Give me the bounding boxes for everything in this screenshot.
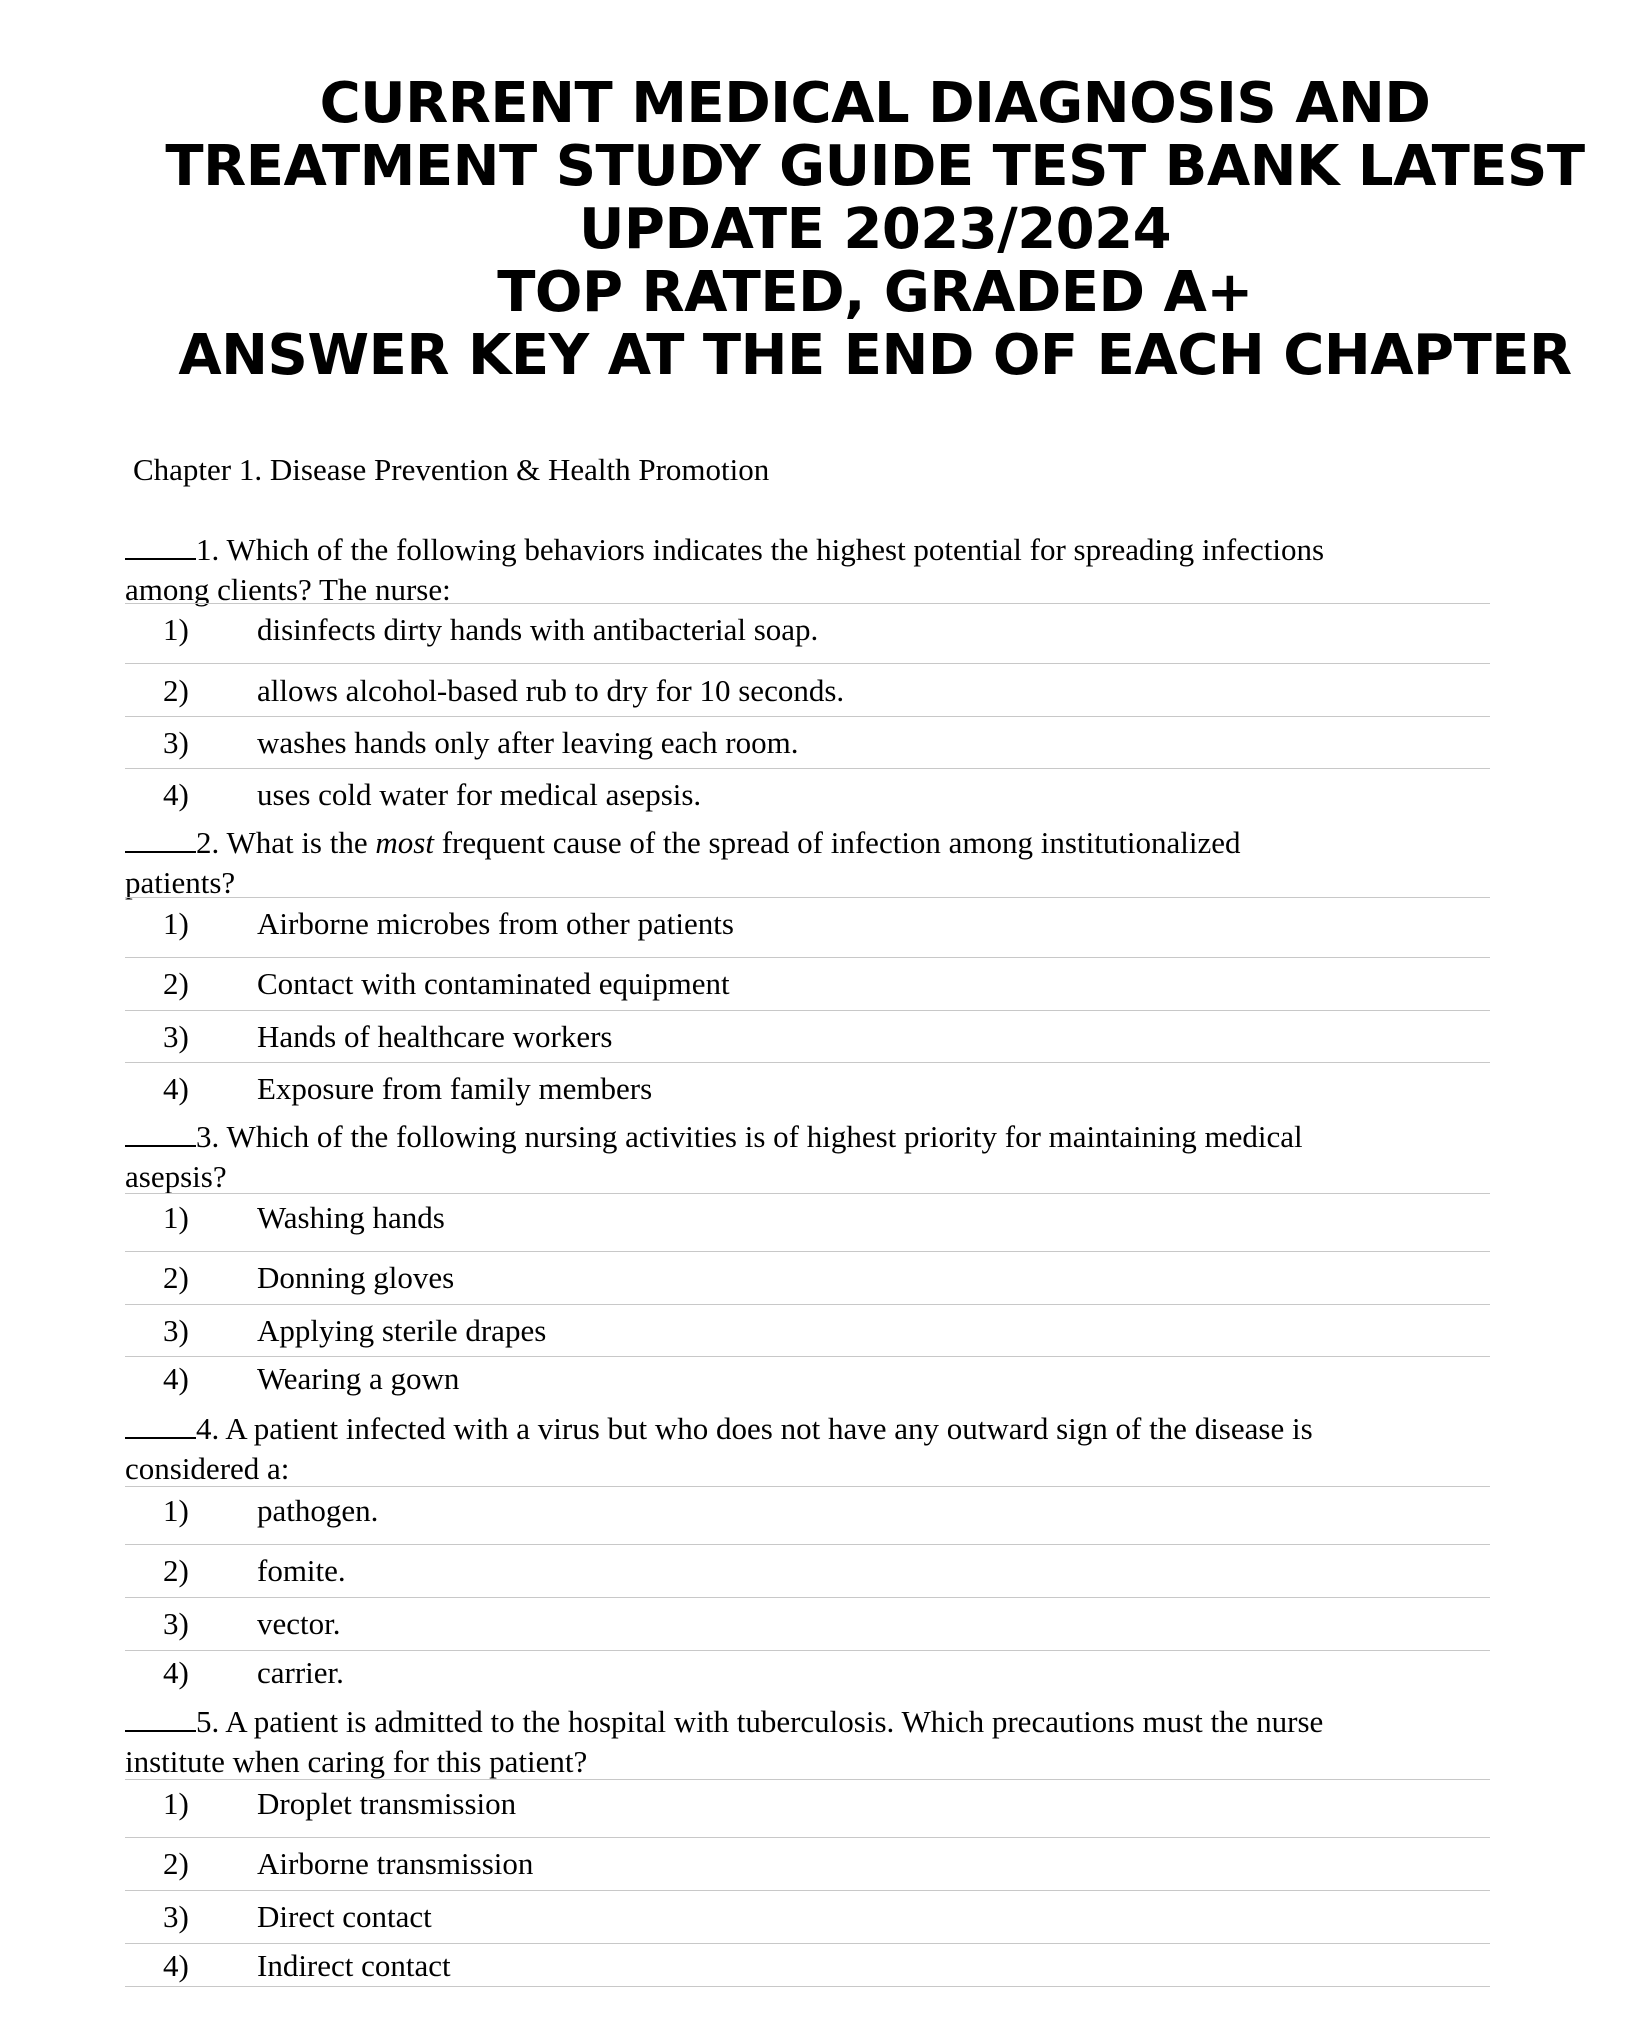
answer-blank [125, 825, 196, 853]
question-1 [125, 530, 1495, 610]
option-text: Airborne microbes from other patients [257, 906, 734, 941]
option-number: 1) [163, 612, 189, 647]
answer-blank [125, 1119, 196, 1147]
answer-option [125, 1837, 1490, 1889]
option-number: 4) [163, 1361, 189, 1396]
answer-blank [125, 1704, 196, 1732]
option-text: Droplet transmission [257, 1786, 517, 1821]
option-number: 4) [163, 1948, 189, 1983]
title-line: ANSWER KEY AT THE END OF EACH CHAPTER [178, 323, 1572, 388]
answer-option [125, 1356, 1490, 1408]
answer-option [125, 663, 1490, 716]
option-text: Exposure from family members [257, 1071, 653, 1106]
answer-option [125, 1193, 1490, 1245]
question-number: 1. [196, 532, 220, 567]
question-text-continued: considered a: [125, 1451, 290, 1486]
answer-option [125, 716, 1490, 768]
answer-option [125, 957, 1490, 1009]
question-number: 2. [196, 825, 220, 860]
answer-option [125, 1062, 1490, 1114]
question-4 [125, 1409, 1495, 1489]
question-stem [125, 823, 1495, 863]
answer-option [125, 897, 1490, 949]
option-number: 3) [163, 1313, 189, 1348]
option-number: 1) [163, 1493, 189, 1528]
answer-blank [125, 1411, 196, 1439]
title-line: TREATMENT STUDY GUIDE TEST BANK LATEST [165, 134, 1585, 199]
option-text: washes hands only after leaving each room. [257, 725, 799, 760]
question-text-continued: asepsis? [125, 1159, 227, 1194]
option-number: 2) [163, 1553, 189, 1588]
question-number: 5. [196, 1704, 220, 1739]
question-text: A patient infected with a virus but who does not have any outward sign of the disease is [219, 1411, 1313, 1446]
answer-option [125, 1597, 1490, 1649]
option-number: 3) [163, 1019, 189, 1054]
option-number: 3) [163, 725, 189, 760]
document-title [140, 72, 1610, 387]
chapter-heading: Chapter 1. Disease Prevention & Health Promotion [133, 452, 770, 487]
question-number: 4. [196, 1411, 220, 1446]
option-text: Contact with contaminated equipment [257, 966, 730, 1001]
option-number: 4) [163, 777, 189, 812]
question-text-continued: among clients? The nurse: [125, 572, 451, 607]
divider [125, 1986, 1490, 1987]
option-text: Airborne transmission [257, 1846, 534, 1881]
option-text: allows alcohol-based rub to dry for 10 seconds. [257, 673, 845, 708]
option-text: Wearing a gown [257, 1361, 460, 1396]
question-text: What is the [219, 825, 376, 860]
question-5 [125, 1702, 1495, 1782]
option-number: 2) [163, 1260, 189, 1295]
question-2 [125, 823, 1495, 903]
title-line: CURRENT MEDICAL DIAGNOSIS AND [319, 71, 1431, 136]
question-text: frequent cause of the spread of infection among institutionalized [433, 825, 1241, 860]
question-text-continued: patients? [125, 865, 236, 900]
question-stem [125, 530, 1495, 570]
question-text-continued: institute when caring for this patient? [125, 1744, 588, 1779]
option-text: Donning gloves [257, 1260, 455, 1295]
option-number: 4) [163, 1071, 189, 1106]
question-text: Which of the following nursing activities is of highest priority for maintaining medical [219, 1119, 1303, 1154]
option-number: 3) [163, 1606, 189, 1641]
option-text: Washing hands [257, 1200, 445, 1235]
option-number: 2) [163, 966, 189, 1001]
question-stem [125, 1702, 1495, 1742]
option-number: 1) [163, 906, 189, 941]
option-number: 1) [163, 1786, 189, 1821]
title-line: TOP RATED, GRADED A+ [497, 260, 1253, 325]
answer-option [125, 1486, 1490, 1538]
answer-option [125, 1650, 1490, 1702]
option-number: 2) [163, 673, 189, 708]
question-stem [125, 1117, 1495, 1157]
question-3 [125, 1117, 1495, 1197]
question-text: A patient is admitted to the hospital with tuberculosis. Which precautions must the nurse [219, 1704, 1324, 1739]
answer-option [125, 1544, 1490, 1596]
option-text: pathogen. [257, 1493, 379, 1528]
option-text: vector. [257, 1606, 341, 1641]
option-text: Applying sterile drapes [257, 1313, 547, 1348]
question-text: Which of the following behaviors indicates the highest potential for spreading infections [219, 532, 1325, 567]
answer-option [125, 768, 1490, 820]
option-text: Indirect contact [257, 1948, 451, 1983]
title-line: UPDATE 2023/2024 [578, 197, 1172, 262]
answer-option [125, 603, 1490, 655]
option-number: 4) [163, 1655, 189, 1690]
option-number: 3) [163, 1899, 189, 1934]
question-stem [125, 1409, 1495, 1449]
question-number: 3. [196, 1119, 220, 1154]
option-number: 2) [163, 1846, 189, 1881]
answer-option [125, 1304, 1490, 1356]
answer-option [125, 1890, 1490, 1942]
answer-option [125, 1010, 1490, 1062]
answer-option [125, 1943, 1490, 1995]
option-text: fomite. [257, 1553, 346, 1588]
answer-option [125, 1251, 1490, 1303]
option-text: carrier. [257, 1655, 344, 1690]
option-text: disinfects dirty hands with antibacterial soap. [257, 612, 819, 647]
option-text: Hands of healthcare workers [257, 1019, 613, 1054]
answer-option [125, 1779, 1490, 1831]
option-text: Direct contact [257, 1899, 432, 1934]
option-text: uses cold water for medical asepsis. [257, 777, 702, 812]
answer-blank [125, 532, 196, 560]
option-number: 1) [163, 1200, 189, 1235]
question-emphasis: most [375, 825, 434, 860]
